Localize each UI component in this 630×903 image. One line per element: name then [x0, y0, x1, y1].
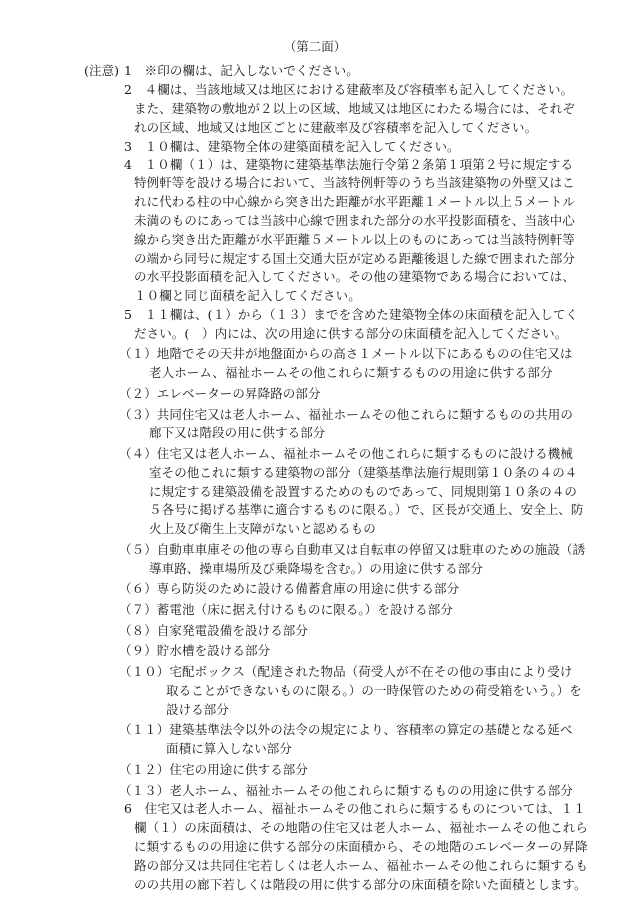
note-line: 路の部分又は共同住宅若しくは老人ホーム、福祉ホームその他これらに類するも	[134, 857, 588, 873]
note-line: （９）貯水槽を設ける部分	[119, 643, 271, 659]
note-line: れに代わる柱の中心線から突き出た距離が水平距離１メートル以上５メートル	[134, 194, 576, 210]
note-line: 2 ４欄は、当該地域又は地区における建蔽率及び容積率も記入してください。	[124, 82, 574, 98]
note-line: 火上及び衛生上支障がないと認めるもの	[149, 521, 376, 537]
note-line: （７）蓄電池（床に据え付けるものに限る。）を設ける部分	[119, 602, 453, 618]
notes-label: (注意)	[84, 63, 120, 79]
note-line: ださい。( ）内には、次の用途に供する部分の床面積を記入してください。	[134, 325, 568, 341]
note-line: （１２）住宅の用途に供する部分	[119, 761, 309, 777]
note-line: 欄（１）の床面積は、その地階の住宅又は老人ホーム、福祉ホームその他これら	[134, 820, 588, 836]
note-line: 3 １０欄は、建築物全体の建築面積を記入してください。	[124, 138, 460, 154]
note-line: 設ける部分	[166, 701, 230, 717]
note-line: ５各号に掲げる基準に適合するものに限る。）で、区長が交通上、安全上、防	[149, 502, 584, 518]
note-line: （４）住宅又は老人ホーム、福祉ホームその他これらに類するものに設ける機械	[119, 446, 573, 462]
note-line: （６）専ら防災のために設ける備蓄倉庫の用途に供する部分	[119, 581, 460, 597]
note-line: の端から同号に規定する国土交通大臣が定める距離後退した線で囲まれた部分	[134, 250, 576, 266]
note-line: （５）自動車車庫その他の専ら自動車又は自転車の停留又は駐車のための施設（誘	[119, 541, 586, 557]
note-line: 1 ※印の欄は、記入しないでください。	[124, 63, 359, 79]
note-line: （１）地階でその天井が地盤面からの高さ１メートル以下にあるものの住宅又は	[119, 346, 573, 362]
note-line: 線から突き出た距離が水平距離５メートル以上のものにあっては当該特例軒等	[134, 231, 575, 247]
note-line: （１０）宅配ボックス（配達された物品（荷受人が不在その他の事由により受け	[119, 664, 573, 680]
note-line: 導車路、操車場所及び乗降場を含む。）の用途に供する部分	[149, 560, 483, 576]
note-line: のの共用の廊下若しくは階段の用に供する部分の床面積を除いた面積とします。	[134, 876, 587, 892]
note-line: 取ることができないものに限る。）の一時保管のための荷受箱をいう。）を	[166, 682, 582, 698]
note-line: 6 住宅又は老人ホーム、福祉ホームその他これらに類するものについては、１１	[124, 801, 586, 817]
note-line: また、建築物の敷地が２以上の区域、地域又は地区にわたる場合には、それぞ	[134, 101, 576, 117]
note-line: 特例軒等を設ける場合において、当該特例軒等のうち当該建築物の外壁又はこ	[134, 175, 575, 191]
note-line: 4 １０欄（１）は、建築物に建築基準法施行令第２条第１項第２号に規定する	[124, 156, 574, 172]
note-line: （８）自家発電設備を設ける部分	[119, 622, 309, 638]
note-line: に類するものの用途に供する部分の床面積から、その地階のエレベーターの昇降	[134, 838, 588, 854]
note-line: 室その他これに類する建築物の部分（建築基準法施行規則第１０条の４の４	[149, 464, 578, 480]
note-line: （２）エレベーターの昇降路の部分	[119, 385, 321, 401]
note-line: 未満のものにあっては当該中心線で囲まれた部分の水平投影面積を、当該中心	[134, 212, 575, 228]
note-line: 面積に算入しない部分	[166, 741, 293, 757]
note-line: れの区域、地域又は地区ごとに建蔽率及び容積率を記入してください。	[134, 119, 538, 135]
note-line: 老人ホーム、福祉ホームその他これらに類するものの用途に供する部分	[149, 365, 553, 381]
note-line: （３）共同住宅又は老人ホーム、福祉ホームその他これらに類するものの共用の	[119, 406, 573, 422]
note-line: （１３）老人ホーム、福祉ホームその他これらに類するものの用途に供する部分	[119, 782, 573, 798]
note-line: 廊下又は階段の用に供する部分	[149, 425, 326, 441]
page-heading: （第二面）	[283, 39, 347, 54]
note-line: 5 １１欄は、(１）から（１３）までを含めた建築物全体の床面積を記入してく	[124, 306, 579, 322]
note-line: （１１）建築基準法令以外の法令の規定により、容積率の算定の基礎となる延べ	[119, 722, 573, 738]
note-line: の水平投影面積を記入してください。その他の建築物である場合においては、	[134, 269, 576, 285]
note-line: １０欄と同じ面積を記入してください。	[134, 288, 361, 304]
note-line: に規定する建築設備を設置するためのものであって、同規則第１０条の４の	[149, 483, 578, 499]
